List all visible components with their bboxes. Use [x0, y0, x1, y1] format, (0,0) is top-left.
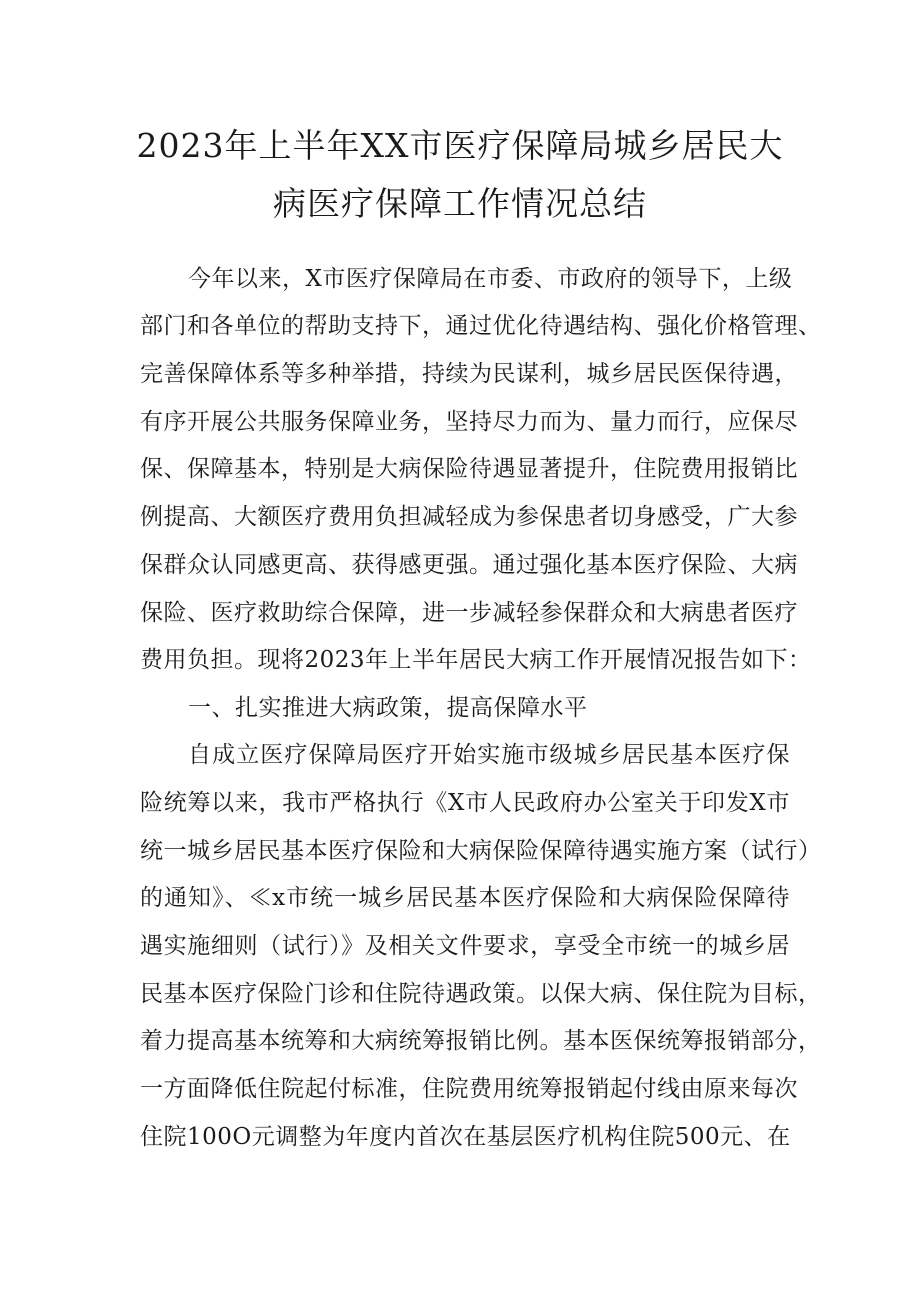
paragraph-line: 统一城乡居民基本医疗保险和大病保险保障待遇实施方案（试行）: [140, 838, 822, 864]
paragraph-line: 今年以来，X市医疗保障局在市委、市政府的领导下，上级: [188, 266, 793, 292]
paragraph-line: 例提高、大额医疗费用负担减轻成为参保患者切身感受，广大参: [140, 504, 798, 530]
paragraph-line: 一方面降低住院起付标准，住院费用统筹报销起付线由原来每次: [140, 1076, 798, 1102]
document-title-line-2: 病医疗保障工作情况总结: [273, 184, 647, 223]
paragraph-line: 费用负担。现将2023年上半年居民大病工作开展情况报告如下：: [140, 647, 812, 673]
paragraph-line: 着力提高基本统筹和大病统筹报销比例。基本医保统筹报销部分，: [140, 1028, 822, 1054]
paragraph-line: 部门和各单位的帮助支持下，通过优化待遇结构、强化价格管理、: [140, 313, 822, 339]
document-title-line-1: 2023年上半年XX市医疗保障局城乡居民大: [136, 126, 784, 165]
paragraph-line: 的通知》、≪x市统一城乡居民基本医疗保险和大病保险保障待: [140, 885, 790, 911]
paragraph-line: 自成立医疗保障局医疗开始实施市级城乡居民基本医疗保: [188, 742, 790, 768]
paragraph-line: 保、保障基本，特别是大病保险待遇显著提升，住院费用报销比: [140, 456, 798, 482]
paragraph-line: 民基本医疗保险门诊和住院待遇政策。以保大病、保住院为目标，: [140, 981, 822, 1007]
paragraph-line: 险统筹以来，我市严格执行《X市人民政府办公室关于印发X市: [140, 790, 790, 816]
section-heading: 一、扎实推进大病政策，提高保障水平: [188, 695, 588, 721]
paragraph-line: 保群众认同感更高、获得感更强。通过强化基本医疗保险、大病: [140, 552, 798, 578]
paragraph-line: 完善保障体系等多种举措，持续为民谋利，城乡居民医保待遇，: [140, 361, 798, 387]
paragraph-line: 遇实施细则（试行）》及相关文件要求，享受全市统一的城乡居: [140, 933, 790, 959]
paragraph-line: 有序开展公共服务保障业务，坚持尽力而为、量力而行，应保尽: [140, 409, 798, 435]
paragraph-line: 保险、医疗救助综合保障，进一步减轻参保群众和大病患者医疗: [140, 600, 798, 626]
paragraph-line: 住院100O元调整为年度内首次在基层医疗机构住院500元、在: [140, 1124, 791, 1150]
